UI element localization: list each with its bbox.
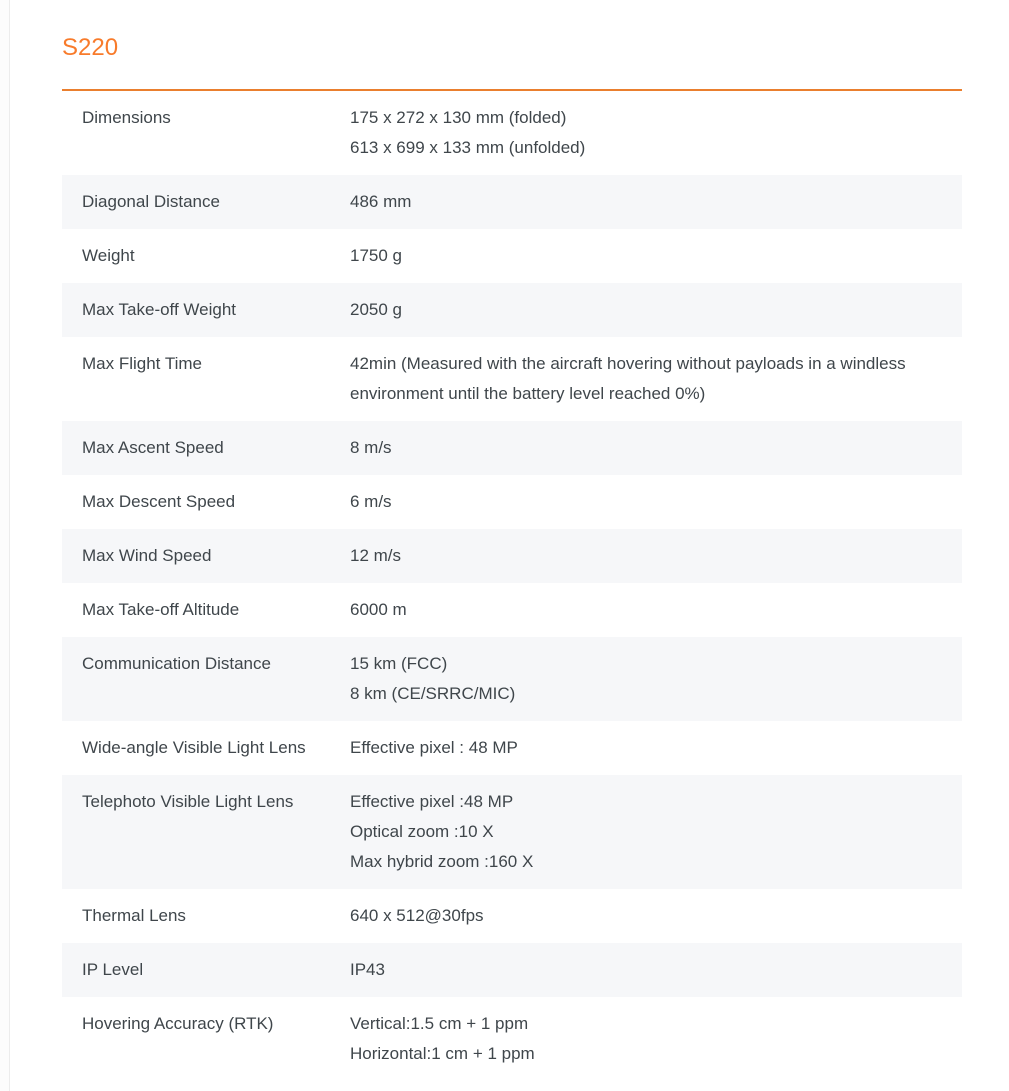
- spec-value-line: 12 m/s: [350, 546, 402, 565]
- spec-value-line: IP43: [350, 960, 385, 979]
- spec-label: Wide-angle Visible Light Lens: [82, 738, 306, 757]
- spec-row: [62, 421, 962, 475]
- spec-values: [350, 649, 962, 709]
- spec-values: [350, 433, 962, 463]
- spec-values: [350, 1009, 962, 1069]
- spec-label: Max Ascent Speed: [82, 438, 224, 457]
- spec-label: Weight: [82, 246, 135, 265]
- spec-label: Max Flight Time: [82, 354, 202, 373]
- spec-row: [62, 175, 962, 229]
- spec-row: [62, 475, 962, 529]
- spec-values: [350, 295, 962, 325]
- spec-label: Dimensions: [82, 108, 171, 127]
- spec-values: [350, 733, 962, 763]
- spec-value-line: 1750 g: [350, 246, 402, 265]
- spec-label: Telephoto Visible Light Lens: [82, 792, 294, 811]
- spec-values: [350, 241, 962, 271]
- spec-label: Max Take-off Weight: [82, 300, 237, 319]
- spec-label: IP Level: [82, 960, 144, 979]
- spec-label: Max Descent Speed: [82, 492, 236, 511]
- spec-row: [62, 721, 962, 775]
- spec-row: [62, 637, 962, 721]
- spec-values: [350, 901, 962, 931]
- spec-value-line: Optical zoom :10 X: [350, 822, 494, 841]
- spec-values: [350, 103, 962, 163]
- spec-value-line: 8 m/s: [350, 438, 392, 457]
- spec-label: Hovering Accuracy (RTK): [82, 1014, 274, 1033]
- spec-value-line: Vertical:1.5 cm + 1 ppm: [350, 1014, 529, 1033]
- spec-values: [350, 541, 962, 571]
- spec-row: [62, 337, 962, 421]
- spec-value-line: 175 x 272 x 130 mm (folded): [350, 108, 567, 127]
- spec-row: [62, 229, 962, 283]
- spec-row: [62, 283, 962, 337]
- spec-value-line: 613 x 699 x 133 mm (unfolded): [350, 138, 586, 157]
- spec-row: [62, 91, 962, 175]
- spec-row: [62, 775, 962, 889]
- spec-label: Diagonal Distance: [82, 192, 220, 211]
- spec-value-line: 6000 m: [350, 600, 407, 619]
- spec-value-line: Horizontal:1 cm + 1 ppm: [350, 1044, 535, 1063]
- spec-row: [62, 943, 962, 997]
- spec-label: Max Take-off Altitude: [82, 600, 240, 619]
- spec-value-line: 8 km (CE/SRRC/MIC): [350, 684, 516, 703]
- spec-value-line: 2050 g: [350, 300, 402, 319]
- spec-row: [62, 997, 962, 1081]
- spec-row: [62, 529, 962, 583]
- spec-label: Communication Distance: [82, 654, 271, 673]
- spec-values: [350, 595, 962, 625]
- spec-table: [62, 91, 962, 1081]
- spec-value-line: Max hybrid zoom :160 X: [350, 852, 534, 871]
- spec-value-line: 640 x 512@30fps: [350, 906, 484, 925]
- spec-row: [62, 583, 962, 637]
- spec-label: Thermal Lens: [82, 906, 186, 925]
- spec-value-line: 6 m/s: [350, 492, 392, 511]
- spec-value-line: 15 km (FCC): [350, 654, 448, 673]
- spec-value-line: 486 mm: [350, 192, 412, 211]
- spec-label: Max Wind Speed: [82, 546, 212, 565]
- spec-row: [62, 889, 962, 943]
- spec-section: [62, 0, 962, 1081]
- spec-values: [350, 187, 962, 217]
- spec-values: [350, 349, 962, 409]
- spec-values: [350, 787, 962, 877]
- spec-values: [350, 955, 962, 985]
- spec-values: [350, 487, 962, 517]
- spec-value-line: 42min (Measured with the aircraft hovering without payloads in a windless environment until the battery level reached 0%): [350, 354, 906, 403]
- page-left-edge: [0, 0, 10, 1091]
- spec-value-line: Effective pixel :48 MP: [350, 792, 514, 811]
- product-title: S220: [62, 34, 119, 61]
- spec-value-line: Effective pixel : 48 MP: [350, 738, 518, 757]
